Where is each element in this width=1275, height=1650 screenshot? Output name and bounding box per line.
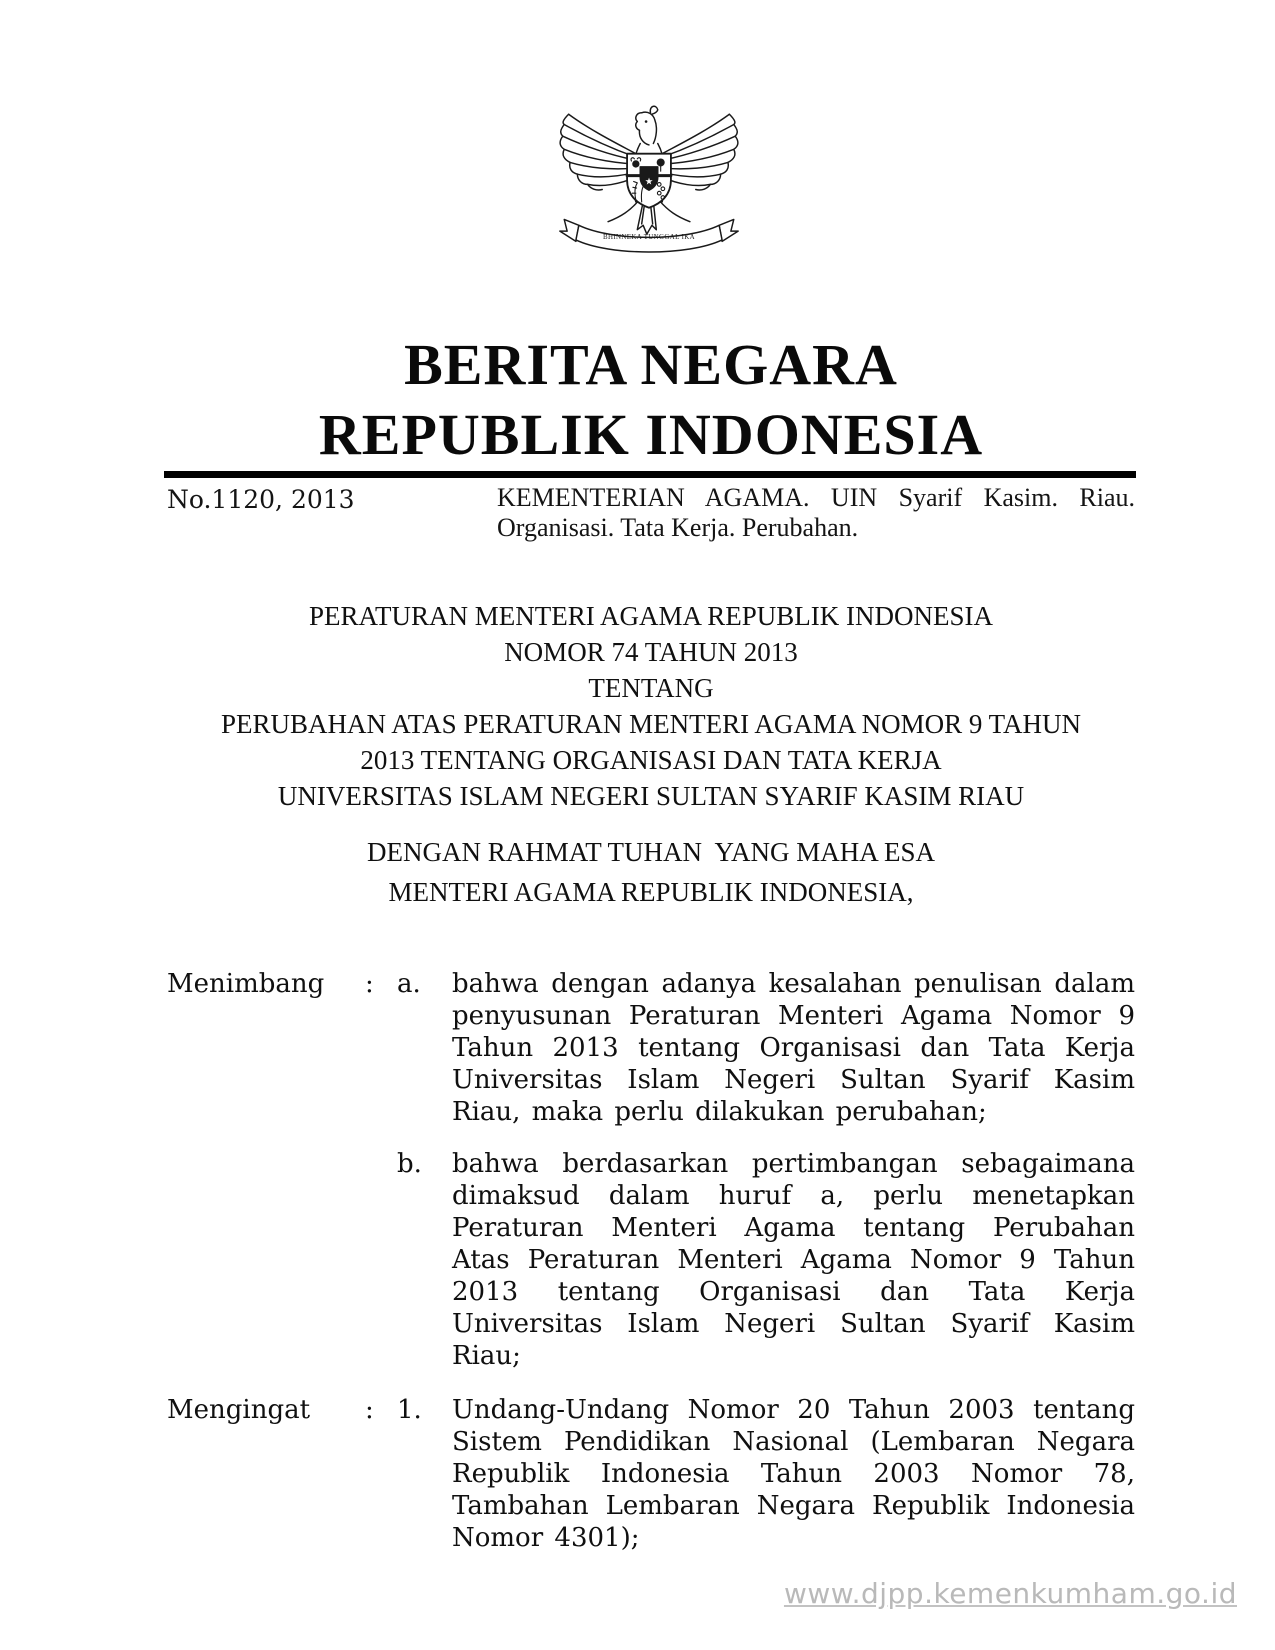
heading-line: NOMOR 74 TAHUN 2013 bbox=[504, 637, 798, 667]
subject-line2: Organisasi. Tata Kerja. Perubahan. bbox=[497, 512, 859, 542]
masthead-divider bbox=[164, 471, 1136, 478]
regulation-heading bbox=[167, 598, 1135, 910]
heading-line: TENTANG bbox=[588, 673, 714, 703]
menimbang-colon: : bbox=[365, 969, 374, 999]
item-marker-b: b. bbox=[397, 1149, 422, 1179]
invocation-line: DENGAN RAHMAT TUHAN YANG MAHA ESA bbox=[366, 837, 936, 867]
heading-line: PERATURAN MENTERI AGAMA REPUBLIK INDONESIA bbox=[308, 601, 994, 631]
issuer-line: MENTERI AGAMA REPUBLIK INDONESIA, bbox=[388, 877, 914, 907]
garuda-right-wing bbox=[662, 114, 738, 190]
issue-number: No.1120, 2013 bbox=[167, 485, 355, 514]
menimbang-label: Menimbang bbox=[167, 969, 325, 999]
pancasila-star-icon: ★ bbox=[644, 176, 654, 188]
consideration-item-b: bahwa berdasarkan pertimbangan sebagaimana dimaksud dalam huruf a, perlu menetapkan Peraturan Menteri Agama tentang Perubahan Atas Peraturan Menteri Agama Nomor 9 Tahun 2013 tentang Organisasi dan Tata Kerja Universitas Islam Negeri Sultan Syarif Kasim Riau; bbox=[452, 1149, 1135, 1371]
item-marker-a: a. bbox=[397, 969, 421, 999]
menimbang-section bbox=[167, 968, 1135, 1372]
mengingat-section bbox=[167, 1394, 1135, 1554]
heading-line: PERUBAHAN ATAS PERATURAN MENTERI AGAMA NOMOR 9 TAHUN bbox=[220, 709, 1081, 739]
heading-line: 2013 TENTANG ORGANISASI DAN TATA KERJA bbox=[360, 745, 942, 775]
mengingat-label: Mengingat bbox=[167, 1395, 311, 1425]
subject-keywords bbox=[497, 483, 1135, 542]
subject-line1: KEMENTERIAN AGAMA. UIN Syarif Kasim. Riau. bbox=[497, 483, 1135, 512]
legal-basis-item-1: Undang-Undang Nomor 20 Tahun 2003 tentang Sistem Pendidikan Nasional (Lembaran Negara Republik Indonesia Tahun 2003 Nomor 78, Tambahan Lembaran Negara Republik Indonesia Nomor 4301); bbox=[452, 1395, 1135, 1553]
garuda-left-wing bbox=[560, 114, 636, 190]
gazette-title-line2: REPUBLIK INDONESIA bbox=[318, 402, 984, 467]
ribbon-motto: BHINNEKA TUNGGAL IKA bbox=[602, 233, 696, 242]
gazette-title-line1: BERITA NEGARA bbox=[404, 332, 898, 397]
gazette-title bbox=[167, 330, 1135, 470]
watermark-link[interactable]: www.djpp.kemenkumham.go.id bbox=[783, 1577, 1237, 1610]
garuda-pancasila-emblem bbox=[554, 92, 744, 268]
consideration-item-a: bahwa dengan adanya kesalahan penulisan dalam penyusunan Peraturan Menteri Agama Nomor 9 Tahun 2013 tentang Organisasi dan Tata Kerja Universitas Islam Negeri Sultan Syarif Kasim Riau, maka perlu dilakukan perubahan; bbox=[452, 969, 1135, 1127]
mengingat-colon: : bbox=[365, 1395, 374, 1425]
heading-line: UNIVERSITAS ISLAM NEGERI SULTAN SYARIF KASIM RIAU bbox=[277, 781, 1025, 811]
document-body bbox=[167, 968, 1135, 1554]
item-marker-1: 1. bbox=[397, 1395, 422, 1425]
garuda-head bbox=[636, 106, 658, 145]
